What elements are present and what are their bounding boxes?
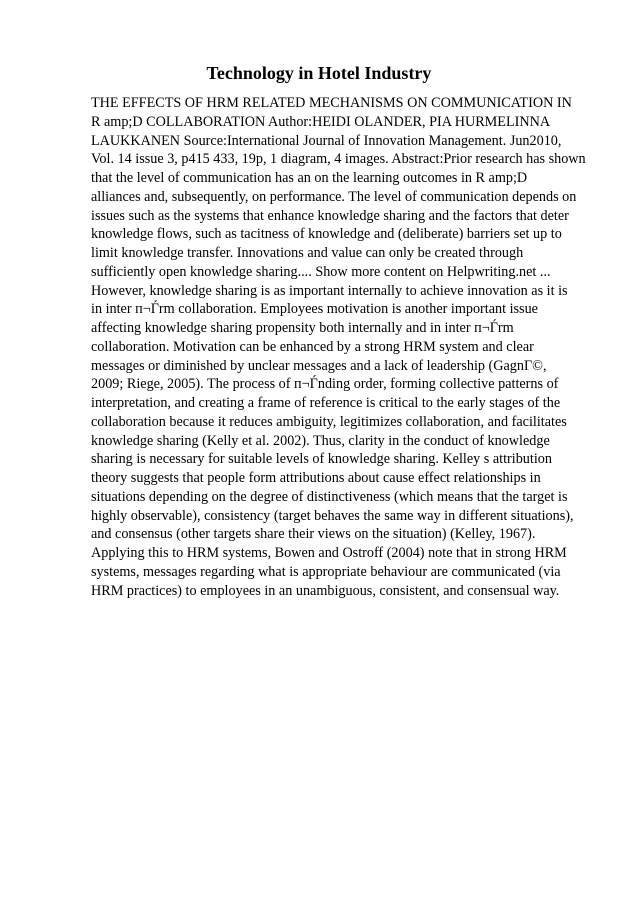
body-line: HRM practices) to employees in an unambiguous, consistent, and consensual way. <box>91 582 560 599</box>
body-line: R amp;D COLLABORATION Author:HEIDI OLANDER, PIA HURMELINNA <box>91 113 551 130</box>
body-line: limit knowledge transfer. Innovations and value can only be created through <box>91 245 524 261</box>
body-line: issues such as the systems that enhance knowledge sharing and the factors that deter <box>91 207 569 224</box>
body-line: situations depending on the degree of distinctiveness (which means that the target is <box>91 488 568 505</box>
body-line: alliances and, subsequently, on performance. The level of communication depends on <box>91 188 577 205</box>
body-line: THE EFFECTS OF HRM RELATED MECHANISMS ON COMMUNICATION IN <box>91 95 572 111</box>
body-line: However, knowledge sharing is as important internally to achieve innovation as it is <box>91 282 568 299</box>
body-line: interpretation, and creating a frame of reference is critical to the early stages of the <box>91 395 561 411</box>
body-line: 2009; Riege, 2005). The process of п¬Ѓnding order, forming collective patterns of <box>91 376 559 393</box>
body-line: knowledge flows, such as tacitness of knowledge and (deliberate) barriers set up to <box>91 226 562 243</box>
document-body <box>91 94 611 600</box>
body-line: systems, messages regarding what is appropriate behaviour are communicated (via <box>91 563 561 580</box>
body-line: affecting knowledge sharing propensity both internally and in inter п¬Ѓrm <box>91 320 514 336</box>
body-line: LAUKKANEN Source:International Journal of Innovation Management. Jun2010, <box>91 132 562 149</box>
body-line: messages or diminished by unclear messages and a lack of leadership (GagnГ©, <box>91 357 547 374</box>
body-line: collaboration. Motivation can be enhanced by a strong HRM system and clear <box>91 338 534 355</box>
body-line: collaboration because it reduces ambiguity, legitimizes collaboration, and facilitates <box>91 413 567 430</box>
body-line: that the level of communication has an on the learning outcomes in R amp;D <box>91 170 528 186</box>
body-line: theory suggests that people form attributions about cause effect relationships in <box>91 470 541 486</box>
body-line: Vol. 14 issue 3, p415 433, 19p, 1 diagram, 4 images. Abstract:Prior research has shown <box>91 151 586 168</box>
body-line: in inter п¬Ѓrm collaboration. Employees motivation is another important issue <box>91 301 538 318</box>
body-line: highly observable), consistency (target behaves the same way in different situations), <box>91 507 574 524</box>
body-line: knowledge sharing (Kelly et al. 2002). Thus, clarity in the conduct of knowledge <box>91 432 550 449</box>
body-line: sharing is necessary for suitable levels of knowledge sharing. Kelley s attribution <box>91 451 552 468</box>
body-line: Applying this to HRM systems, Bowen and Ostroff (2004) note that in strong HRM <box>91 545 567 561</box>
body-line: sufficiently open knowledge sharing.... Show more content on Helpwriting.net ... <box>91 263 551 280</box>
document-title: Technology in Hotel Industry <box>206 63 432 83</box>
body-line: and consensus (other targets share their views on the situation) (Kelley, 1967). <box>91 526 536 543</box>
